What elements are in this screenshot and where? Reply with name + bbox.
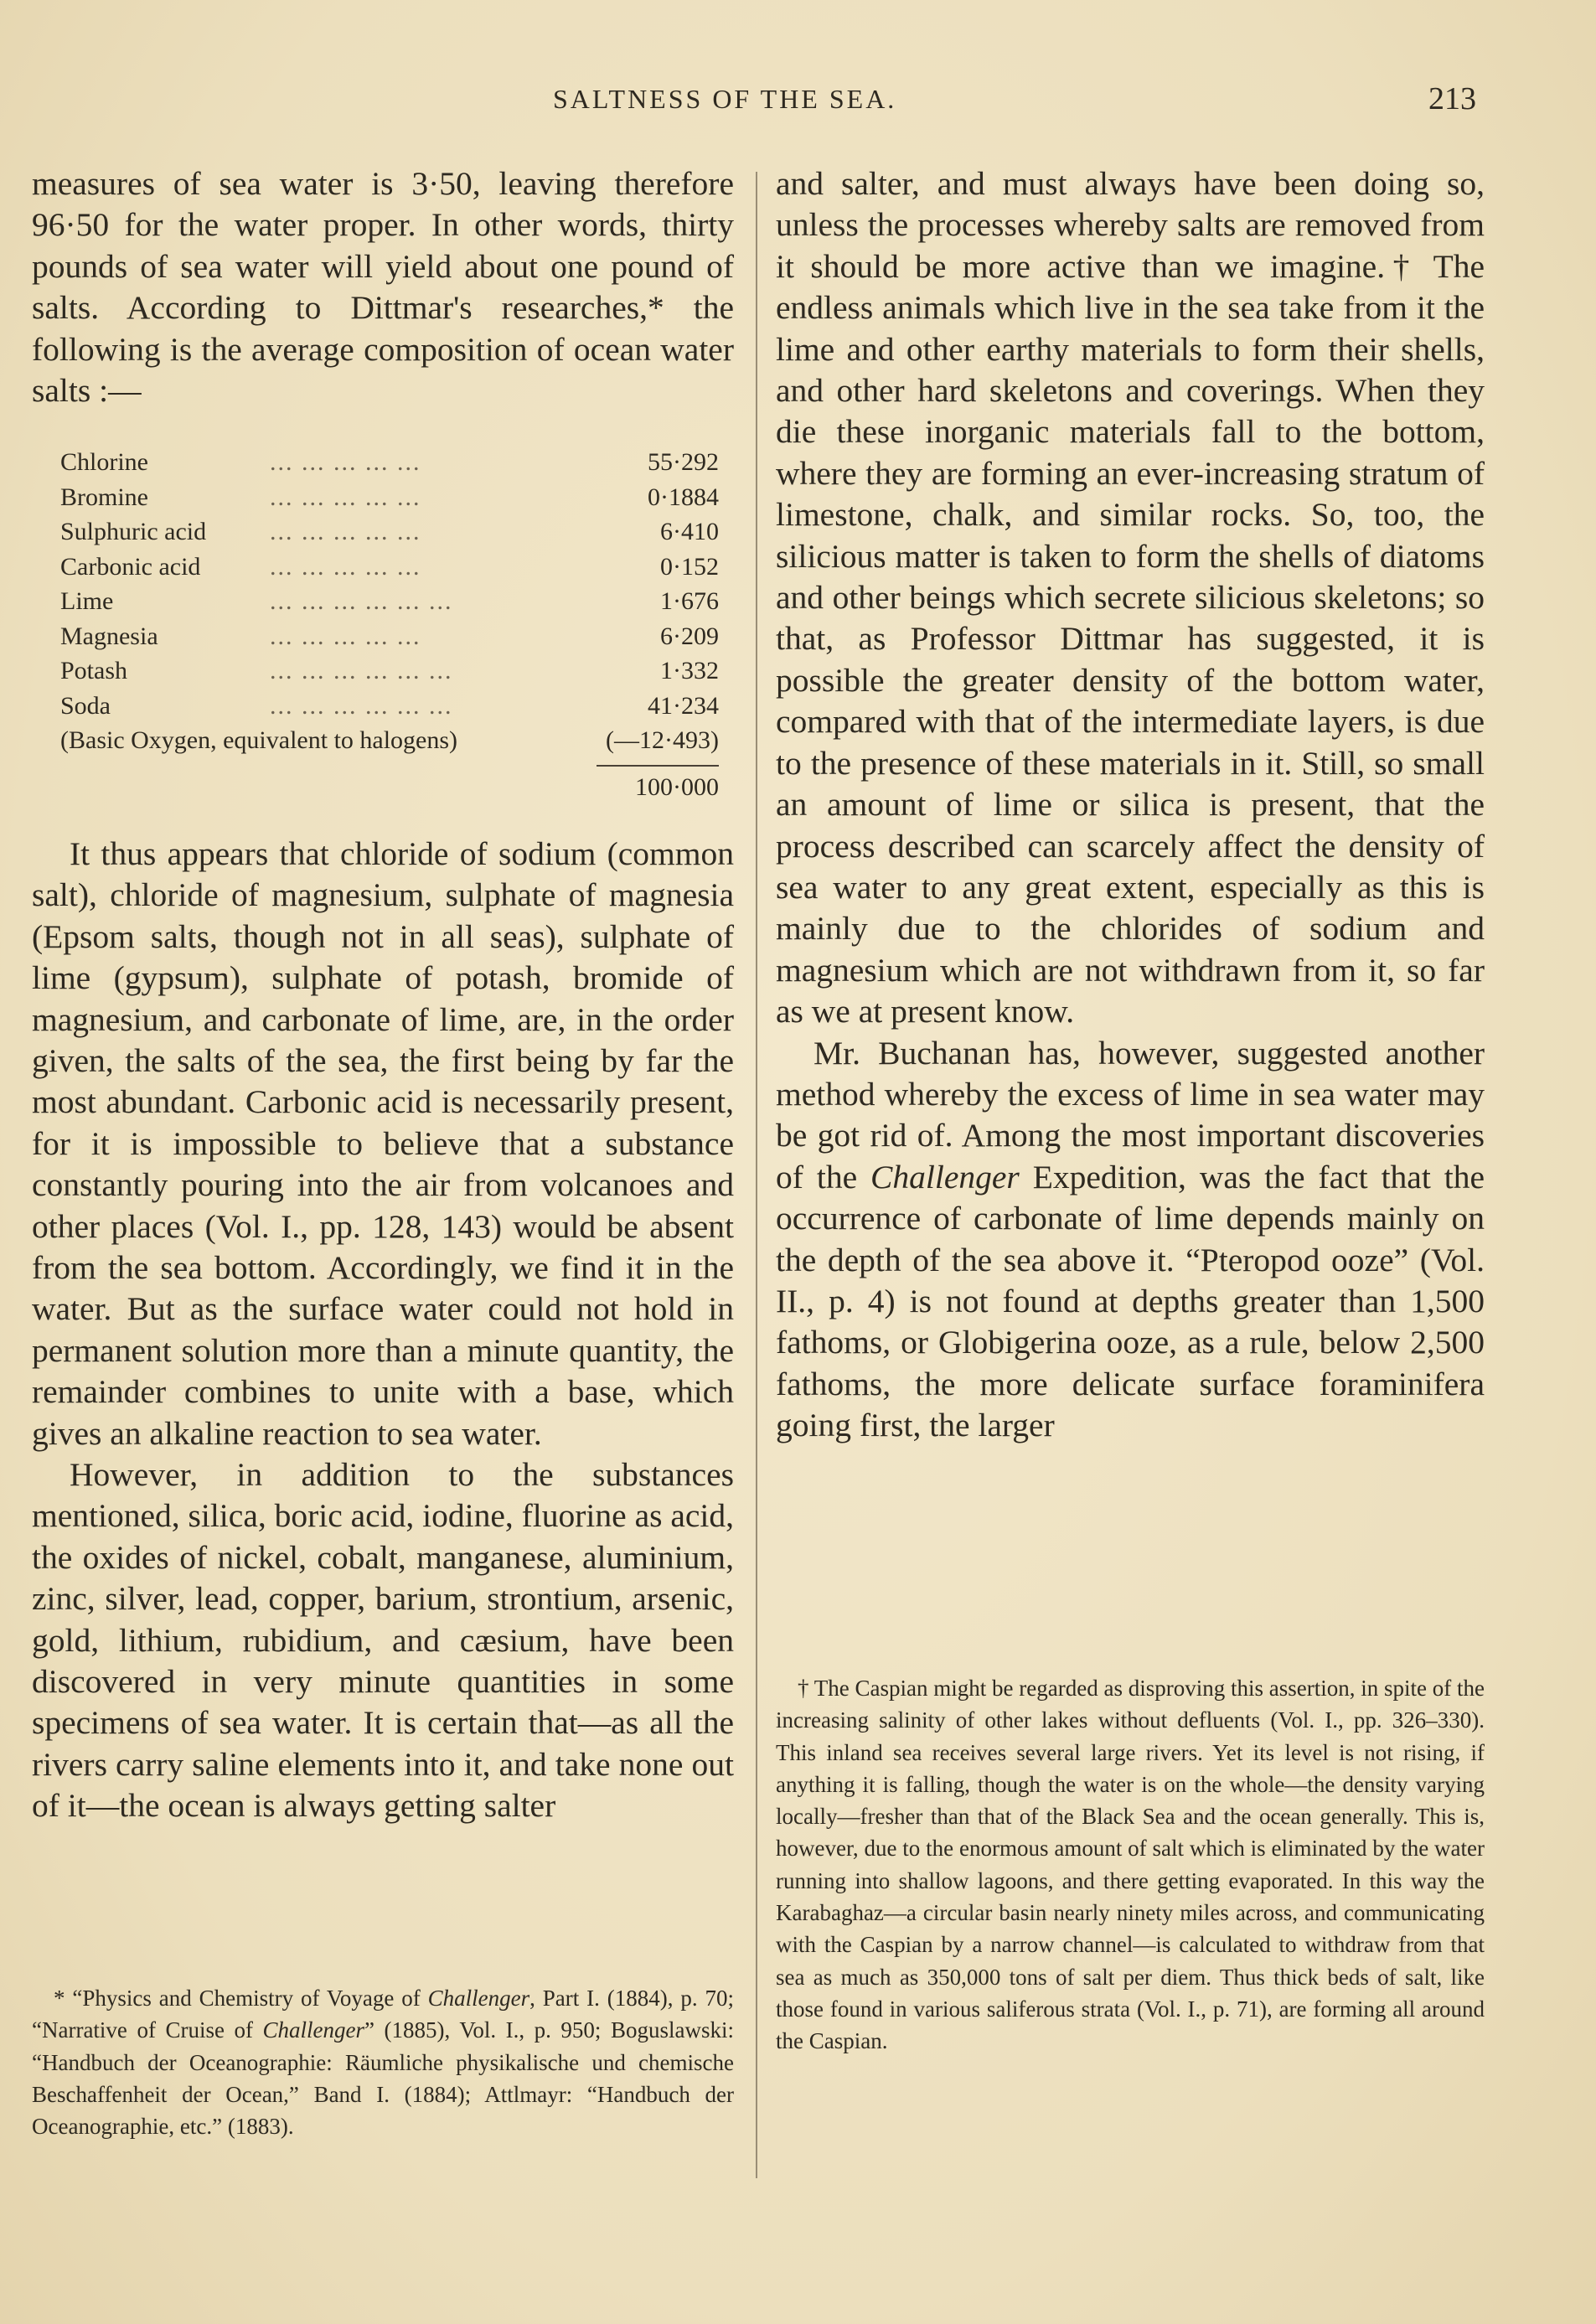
footnote-italic-d: Challenger [262,2017,365,2043]
table-cell-value: 41·234 [648,691,719,720]
page-number: 213 [1428,81,1476,116]
table-cell-leader: ... ... ... ... ... ... [270,691,453,720]
footnote-text-a: * “Physics and Chemistry of Voyage of [54,1986,428,2011]
table-cell-name: Magnesia [60,622,158,650]
table-row [60,584,719,619]
table-cell-leader: ... ... ... ... ... [270,448,421,477]
table-cell-value: (—12·493) [606,726,719,755]
table-cell-value: 0·152 [660,552,719,581]
left-column [32,163,734,1827]
table-cell-value: 55·292 [648,448,719,477]
table-cell-name: Soda [60,691,111,720]
table-row [60,689,719,724]
table-cell-value: 1·676 [660,587,719,616]
right-paragraph-2-italic: Challenger [870,1158,1020,1196]
table-total: 100·000 [635,772,719,801]
table-cell-leader: ... ... ... ... ... ... [270,657,453,685]
left-paragraph-3: However, in addition to the substances mentioned, silica, boric acid, iodine, fluorine as acid, the oxides of nickel, cobalt, manganese, aluminium, zinc, silver, lead, copper, barium, strontium, arsenic, gold, lithium, rubidium, and cæsium, have been discovered in very minute quantities in some specimens of sea water. It is certain that—as all the rivers carry saline elements into it, and take none out of it—the ocean is always getting salter [32,1456,735,1825]
table-cell-leader: ... ... ... ... ... [270,622,421,650]
column-divider [756,172,757,2178]
table-row [60,514,719,550]
table-cell-leader: ... ... ... ... ... [270,518,421,546]
table-cell-name: Chlorine [60,448,148,477]
salts-table [60,445,719,758]
table-row [60,550,719,585]
table-row [60,445,719,480]
running-title: SALTNESS OF THE SEA. [553,84,897,114]
footnote-star [32,1982,734,2142]
table-cell-leader: ... ... ... ... ... ... [270,587,453,616]
table-row-basic-oxygen [60,723,719,758]
salts-composition-table [60,445,731,808]
table-cell-value: 1·332 [660,657,719,685]
table-cell-value: 6·410 [660,518,719,546]
table-row [60,619,719,654]
right-paragraph-2-a: Mr. Buchanan has, however, suggested another method whereby the excess of lime in sea water may be got rid of. Among the most important discoveries of the [776,1034,1485,1196]
table-cell-leader: ... ... ... ... ... [270,552,421,581]
salts-table-body [60,445,719,723]
table-cell-value: 0·1884 [648,483,719,511]
right-paragraph-2-c: Expedition, was the fact that the occurrence of carbonate of lime depends mainly on the depth of the sea above it. “Pteropod ooze” (Vol. II., p. 4) is not found at depths greater than 1,500 fathoms, or Globigerina ooze, as a rule, below 2,500 fathoms, the more delicate surface foraminifera going first, the larger [776,1158,1485,1444]
table-cell-name: Carbonic acid [60,552,201,581]
table-cell-name: Potash [60,657,128,685]
table-cell-name: (Basic Oxygen, equivalent to halogens) [60,726,458,755]
left-footnote [32,1982,734,2142]
table-cell-name: Lime [60,587,114,616]
footnote-dagger: † The Caspian might be regarded as disproving this assertion, in spite of the increasing salinity of other lakes without defluents (Vol. I., pp. 326–330). This inland sea receives several large rivers. Yet its level is not rising, if anything it is falling, though the water is on the whole—the density varying locally—fresher than that of the Black Sea and the ocean generally. This is, however, due to the enormous amount of salt which is eliminated by the water running into shallow lagoons, and there getting evaporated. In this way the Karabaghaz—a circular basin nearly ninety miles across, and communicating with the Caspian by a narrow channel—is calculated to withdraw from that sea as much as 350,000 tons of salt per diem. Thus thick beds of salt, like those found in various saliferous strata (Vol. I., p. 71), are forming all around the Caspian. [776,1676,1485,2054]
right-paragraph-1: and salter, and must always have been doing so, unless the processes whereby salts are removed from it should be more active than we imagine.† The endless animals which live in the sea take from it the lime and other earthy materials to form their shells, and other hard skeletons and coverings. When they die these inorganic materials fall to the bottom, where they are forming an ever-increasing stratum of limestone, chalk, and similar rocks. So, too, the silicious matter is taken to form the shells of diatoms and other beings which secrete silicious skeletons; so that, as Professor Dittmar has suggested, it is possible the greater density of the bottom water, compared with that of the intermediate layers, is due to the presence of these materials in it. Still, so small an amount of lime or silica is present, that the process described can scarcely affect the density of sea water to any great extent, especially as this is mainly due to the chlorides of sodium and magnesium which are not withdrawn from it, so far as we at present know. [776,165,1485,1030]
left-paragraph-1: measures of sea water is 3·50, leaving therefore 96·50 for the water proper. In other words, thirty pounds of sea water will yield about one pound of salts. According to Dittmar's researches,* the following is the average composition of ocean water salts :— [32,165,734,410]
table-row [60,653,719,689]
footnote-italic-b: Challenger [427,1986,530,2011]
running-head [0,81,1596,126]
right-footnote [776,1672,1485,2058]
right-column [776,163,1485,1447]
footnote-text-e: ” (1885), Vol. I., p. 950; Boguslawski: “Handbuch der Oceanographie: Räumliche physikalische und chemische Beschaffenheit der Ocean,” Band I. (1884); Attlmayr: “Handbuch der Oceanographie, etc.” (1883). [32,2017,734,2140]
table-cell-name: Sulphuric acid [60,518,207,546]
table-cell-leader: ... ... ... ... ... [270,483,421,511]
left-paragraph-2: It thus appears that chloride of sodium (common salt), chloride of magnesium, sulphate of magnesia (Epsom salts, though not in all seas), sulphate of lime (gypsum), sulphate of potash, bromide of magnesium, and carbonate of lime, are, in the order given, the salts of the sea, the first being by far the most abundant. Carbonic acid is necessarily present, for it is impossible to believe that a substance constantly pouring into the air from volcanoes and other places (Vol. I., pp. 128, 143) would be absent from the sea bottom. Accordingly, we find it in the water. But as the surface water could not hold in permanent solution more than a minute quantity, the remainder combines to unite with a base, which gives an alkaline reaction to sea water. [32,834,734,1452]
table-cell-value: 6·209 [660,622,719,650]
footnote-text-c: , Part I. (1884), p. 70; “Narrative of Cruise of [32,1986,734,2043]
right-paragraph-2 [776,1033,1485,1447]
table-row [60,480,719,515]
table-cell-name: Bromine [60,483,148,511]
